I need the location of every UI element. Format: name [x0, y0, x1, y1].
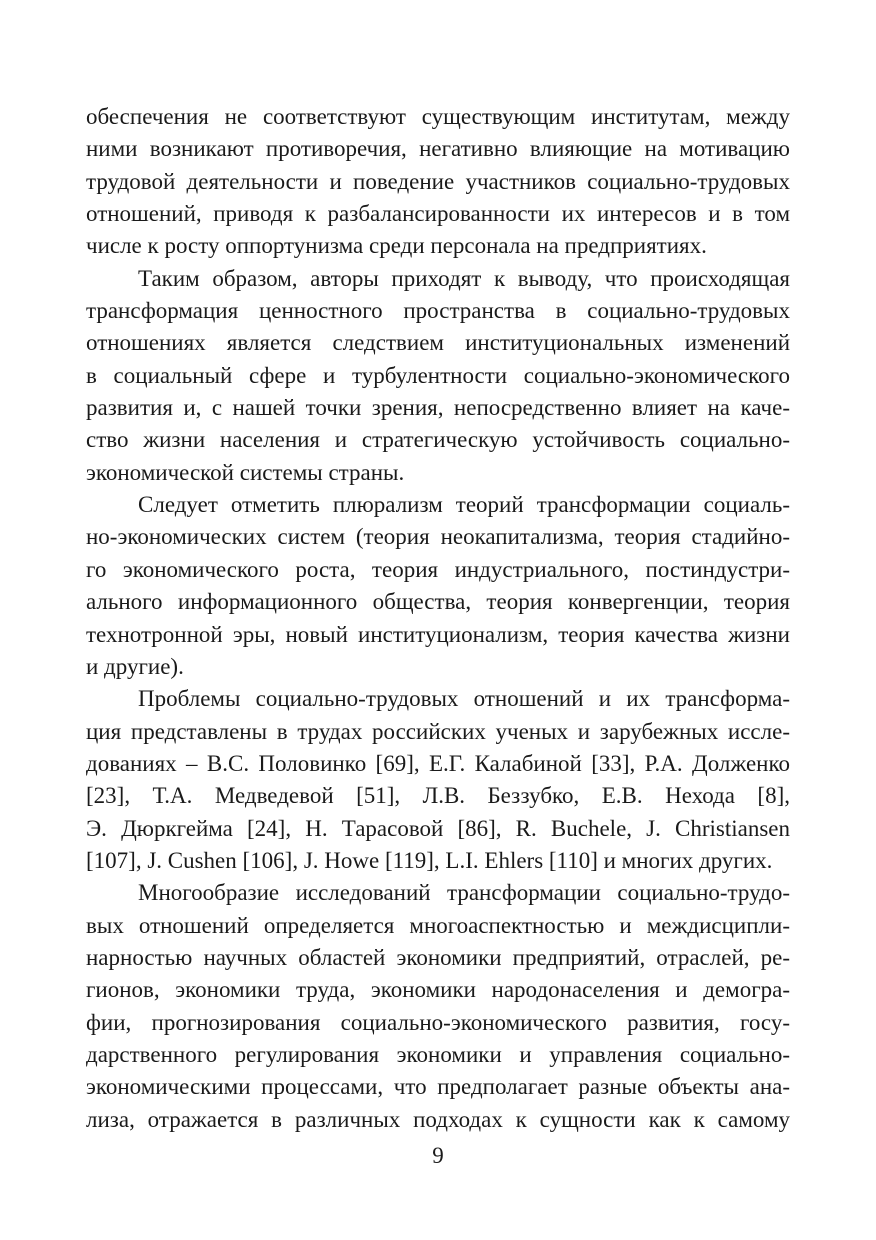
paragraph	[86, 877, 790, 1136]
text-line: Многообразие исследований трансформации социально-трудо-	[138, 880, 790, 906]
text-line: трансформация ценностного пространства в социально-трудовых	[86, 298, 790, 324]
text-line: Следует отметить плюрализм теорий трансформации социаль-	[138, 492, 790, 518]
text-line: гионов, экономики труда, экономики народонаселения и демогра-	[86, 977, 790, 1003]
text-line: экономической системы страны.	[86, 459, 405, 485]
text-line: [23], Т.А. Медведевой [51], Л.В. Беззубко, Е.В. Нехода [8],	[86, 783, 790, 809]
paragraph	[86, 101, 790, 263]
text-line: развития и, с нашей точки зрения, непосредственно влияет на каче-	[86, 395, 790, 421]
text-line: вых отношений определяется многоаспектностью и междисципли-	[86, 912, 790, 938]
text-line: го экономического роста, теория индустриального, постиндустри-	[86, 556, 790, 582]
text-line: Таким образом, авторы приходят к выводу, что происходящая	[138, 265, 790, 291]
text-line: ция представлены в трудах российских ученых и зарубежных иссле-	[86, 718, 790, 744]
text-line: отношениях является следствием институциональных изменений	[86, 330, 790, 356]
text-line: Э. Дюркгейма [24], Н. Тарасовой [86], R. Buchele, J. Christiansen	[86, 815, 790, 841]
text-line: ство жизни населения и стратегическую устойчивость социально-	[86, 427, 790, 453]
text-line: Проблемы социально-трудовых отношений и их трансформа-	[138, 686, 790, 712]
text-line: трудовой деятельности и поведение участников социально-трудовых	[86, 168, 790, 194]
text-line: [107], J. Cushen [106], J. Howe [119], L.I. Ehlers [110] и многих других.	[86, 847, 773, 873]
text-line: дованиях – В.С. Половинко [69], Е.Г. Калабиной [33], Р.А. Долженко	[86, 750, 790, 776]
text-line: но-экономических систем (теория неокапитализма, теория стадийно-	[86, 524, 790, 550]
text-line: экономическими процессами, что предполагает разные объекты ана-	[86, 1074, 790, 1100]
paragraph	[86, 263, 790, 489]
text-line: фии, прогнозирования социально-экономического развития, госу-	[86, 1009, 790, 1035]
text-line: обеспечения не соответствуют существующим институтам, между	[86, 104, 790, 129]
text-line: технотронной эры, новый институционализм, теория качества жизни	[86, 621, 790, 647]
text-line: числе к росту оппортунизма среди персонала на предприятиях.	[86, 233, 707, 259]
paragraph	[86, 489, 790, 683]
paragraph	[86, 683, 790, 877]
text-line: и другие).	[86, 653, 184, 679]
text-line: дарственного регулирования экономики и управления социально-	[86, 1041, 790, 1067]
text-line: в социальный сфере и турбулентности социально-экономического	[86, 362, 790, 388]
page-number: 9	[432, 1143, 444, 1168]
body-text	[86, 101, 790, 1136]
text-line: ними возникают противоречия, негативно влияющие на мотивацию	[86, 136, 790, 162]
text-line: лиза, отражается в различных подходах к сущности как к самому	[86, 1106, 790, 1132]
text-line: ального информационного общества, теория конвергенции, теория	[86, 589, 790, 615]
text-line: нарностью научных областей экономики предприятий, отраслей, ре-	[86, 944, 790, 970]
text-line: отношений, приводя к разбалансированности их интересов и в том	[86, 201, 790, 227]
